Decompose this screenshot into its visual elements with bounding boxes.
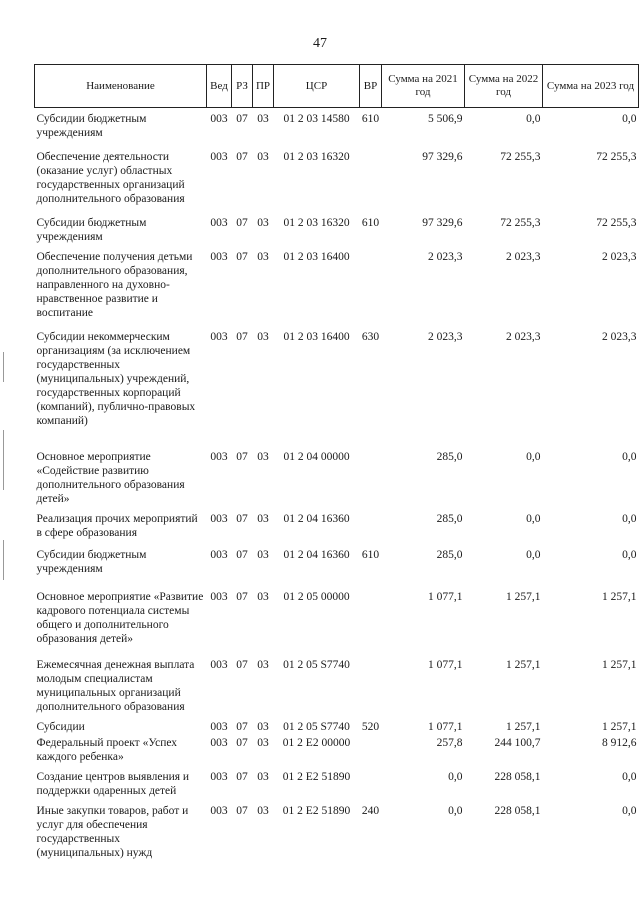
row-rz: 07 — [236, 331, 248, 343]
row-sum-2023: 1 257,1 — [602, 659, 637, 671]
header-pr: ПР — [253, 65, 274, 108]
row-rz: 07 — [236, 451, 248, 463]
row-ved: 003 — [210, 591, 228, 603]
row-vr: 520 — [361, 721, 380, 733]
table-row — [35, 142, 639, 210]
row-pr: 03 — [257, 217, 269, 229]
row-sum-2022: 0,0 — [526, 451, 541, 463]
row-csr: 01 2 04 16360 — [283, 513, 350, 525]
row-pr: 03 — [257, 251, 269, 263]
row-vr: 610 — [361, 549, 380, 561]
row-vr: 610 — [361, 113, 380, 125]
row-ved: 003 — [210, 113, 228, 125]
row-rz: 07 — [236, 805, 248, 817]
row-csr: 01 2 03 14580 — [283, 113, 350, 125]
row-ved: 003 — [210, 771, 228, 783]
row-vr: 240 — [361, 805, 380, 817]
row-sum-2022: 0,0 — [526, 549, 541, 561]
row-pr: 03 — [257, 151, 269, 163]
row-vr — [360, 142, 382, 210]
row-rz: 07 — [236, 113, 248, 125]
table-header-row — [35, 65, 639, 108]
row-pr: 03 — [257, 771, 269, 783]
row-name: Обеспечение получения детьми дополнительного образования, направленного на духовно-нравственное развитие и воспитание — [36, 251, 193, 319]
row-ved: 003 — [210, 217, 228, 229]
table-row — [35, 246, 639, 322]
header-rz: РЗ — [232, 65, 253, 108]
row-sum-2021: 257,8 — [436, 737, 463, 749]
row-sum-2022: 244 100,7 — [494, 737, 541, 749]
row-ved: 003 — [210, 513, 228, 525]
header-name: Наименование — [35, 65, 207, 108]
row-pr: 03 — [257, 513, 269, 525]
row-csr: 01 2 04 00000 — [283, 451, 350, 463]
table-row — [35, 800, 639, 862]
row-sum-2021: 285,0 — [436, 549, 463, 561]
row-sum-2023: 0,0 — [622, 771, 637, 783]
row-vr — [360, 246, 382, 322]
row-ved: 003 — [210, 549, 228, 561]
row-rz: 07 — [236, 737, 248, 749]
table-row — [35, 108, 639, 143]
row-ved: 003 — [210, 737, 228, 749]
row-rz: 07 — [236, 771, 248, 783]
row-rz: 07 — [236, 251, 248, 263]
row-name: Субсидии бюджетным учреждениям — [36, 113, 147, 139]
row-ved: 003 — [210, 331, 228, 343]
row-name: Основное мероприятие «Развитие кадрового потенциала системы общего и дополнительного образования детей» — [36, 591, 204, 645]
row-pr: 03 — [257, 113, 269, 125]
row-name: Федеральный проект «Успех каждого ребенка» — [36, 737, 178, 763]
header-ved: Вед — [207, 65, 232, 108]
row-pr: 03 — [257, 659, 269, 671]
table-body — [35, 108, 639, 863]
row-ved: 003 — [210, 151, 228, 163]
row-vr — [360, 766, 382, 800]
row-rz: 07 — [236, 217, 248, 229]
row-sum-2021: 1 077,1 — [428, 591, 463, 603]
row-sum-2023: 72 255,3 — [596, 217, 637, 229]
budget-table — [34, 64, 639, 862]
row-vr — [360, 582, 382, 648]
row-sum-2022: 72 255,3 — [500, 217, 541, 229]
header-sum-2021: Сумма на 2021 год — [382, 65, 465, 108]
row-sum-2022: 1 257,1 — [506, 721, 541, 733]
row-rz: 07 — [236, 549, 248, 561]
row-name: Создание центров выявления и поддержки одаренных детей — [36, 771, 190, 797]
row-sum-2022: 1 257,1 — [506, 591, 541, 603]
table-row — [35, 716, 639, 734]
row-sum-2021: 97 329,6 — [422, 151, 463, 163]
row-sum-2023: 0,0 — [622, 513, 637, 525]
row-csr: 01 2 03 16320 — [283, 217, 350, 229]
row-pr: 03 — [257, 451, 269, 463]
row-vr: 610 — [361, 217, 380, 229]
row-sum-2022: 72 255,3 — [500, 151, 541, 163]
row-rz: 07 — [236, 659, 248, 671]
row-name: Реализация прочих мероприятий в сфере образования — [36, 513, 198, 539]
row-sum-2022: 2 023,3 — [506, 331, 541, 343]
row-name: Субсидии — [36, 721, 85, 733]
row-sum-2023: 2 023,3 — [602, 331, 637, 343]
row-csr: 01 2 E2 51890 — [282, 771, 351, 783]
row-ved: 003 — [210, 721, 228, 733]
table-row — [35, 508, 639, 542]
row-rz: 07 — [236, 513, 248, 525]
row-sum-2023: 1 257,1 — [602, 591, 637, 603]
row-csr: 01 2 05 S7740 — [283, 721, 350, 733]
row-csr: 01 2 05 S7740 — [283, 659, 350, 671]
row-sum-2021: 2 023,3 — [428, 331, 463, 343]
header-sum-2023: Сумма на 2023 год — [543, 65, 639, 108]
scan-artifact — [3, 430, 4, 490]
row-name: Иные закупки товаров, работ и услуг для обеспечения государственных (муниципальных) нужд — [36, 805, 189, 859]
header-vr: ВР — [360, 65, 382, 108]
row-name: Субсидии бюджетным учреждениям — [36, 217, 147, 243]
row-pr: 03 — [257, 331, 269, 343]
row-sum-2021: 5 506,9 — [428, 113, 463, 125]
table-row — [35, 582, 639, 648]
row-rz: 07 — [236, 151, 248, 163]
row-csr: 01 2 03 16320 — [283, 151, 350, 163]
row-csr: 01 2 E2 00000 — [282, 737, 351, 749]
row-rz: 07 — [236, 721, 248, 733]
row-sum-2023: 2 023,3 — [602, 251, 637, 263]
row-sum-2021: 97 329,6 — [422, 217, 463, 229]
row-sum-2021: 0,0 — [448, 771, 463, 783]
row-ved: 003 — [210, 251, 228, 263]
row-sum-2022: 0,0 — [526, 513, 541, 525]
row-sum-2023: 1 257,1 — [602, 721, 637, 733]
row-csr: 01 2 E2 51890 — [282, 805, 351, 817]
row-sum-2023: 0,0 — [622, 113, 637, 125]
scan-artifact — [3, 540, 4, 580]
scan-artifact — [3, 352, 4, 382]
row-csr: 01 2 05 00000 — [283, 591, 350, 603]
row-sum-2023: 72 255,3 — [596, 151, 637, 163]
row-pr: 03 — [257, 737, 269, 749]
row-pr: 03 — [257, 721, 269, 733]
row-pr: 03 — [257, 805, 269, 817]
row-sum-2021: 0,0 — [448, 805, 463, 817]
table-row — [35, 648, 639, 716]
row-sum-2021: 1 077,1 — [428, 659, 463, 671]
row-name: Обеспечение деятельности (оказание услуг) областных государственных организаций дополнительного образования — [36, 151, 185, 205]
row-sum-2023: 0,0 — [622, 805, 637, 817]
row-vr — [360, 734, 382, 766]
row-sum-2023: 0,0 — [622, 451, 637, 463]
row-sum-2022: 228 058,1 — [494, 771, 541, 783]
row-sum-2023: 8 912,6 — [602, 737, 637, 749]
header-sum-2022: Сумма на 2022 год — [465, 65, 543, 108]
row-rz: 07 — [236, 591, 248, 603]
row-sum-2021: 1 077,1 — [428, 721, 463, 733]
row-vr — [360, 438, 382, 508]
row-vr — [360, 508, 382, 542]
row-csr: 01 2 03 16400 — [283, 251, 350, 263]
row-pr: 03 — [257, 549, 269, 561]
row-name: Основное мероприятие «Содействие развитию дополнительного образования детей» — [36, 451, 185, 505]
row-csr: 01 2 03 16400 — [283, 331, 350, 343]
row-vr — [360, 648, 382, 716]
table-row — [35, 766, 639, 800]
row-sum-2022: 1 257,1 — [506, 659, 541, 671]
row-name: Ежемесячная денежная выплата молодым специалистам муниципальных организаций дополнительного образования — [36, 659, 195, 713]
table-row — [35, 542, 639, 582]
row-sum-2022: 228 058,1 — [494, 805, 541, 817]
row-sum-2021: 2 023,3 — [428, 251, 463, 263]
row-sum-2022: 0,0 — [526, 113, 541, 125]
row-vr: 630 — [361, 331, 380, 343]
table-row — [35, 438, 639, 508]
row-ved: 003 — [210, 451, 228, 463]
row-sum-2021: 285,0 — [436, 451, 463, 463]
row-name: Субсидии бюджетным учреждениям — [36, 549, 147, 575]
table-row — [35, 734, 639, 766]
table-row — [35, 322, 639, 438]
table-row — [35, 210, 639, 246]
row-csr: 01 2 04 16360 — [283, 549, 350, 561]
row-name: Субсидии некоммерческим организациям (за исключением государственных (муниципальных) учреждений, государственных корпораций (компаний), публично-правовых компаний) — [36, 331, 196, 427]
row-sum-2021: 285,0 — [436, 513, 463, 525]
header-csr: ЦСР — [274, 65, 360, 108]
row-pr: 03 — [257, 591, 269, 603]
row-ved: 003 — [210, 659, 228, 671]
page-number: 47 — [313, 36, 327, 51]
row-sum-2022: 2 023,3 — [506, 251, 541, 263]
row-ved: 003 — [210, 805, 228, 817]
row-sum-2023: 0,0 — [622, 549, 637, 561]
